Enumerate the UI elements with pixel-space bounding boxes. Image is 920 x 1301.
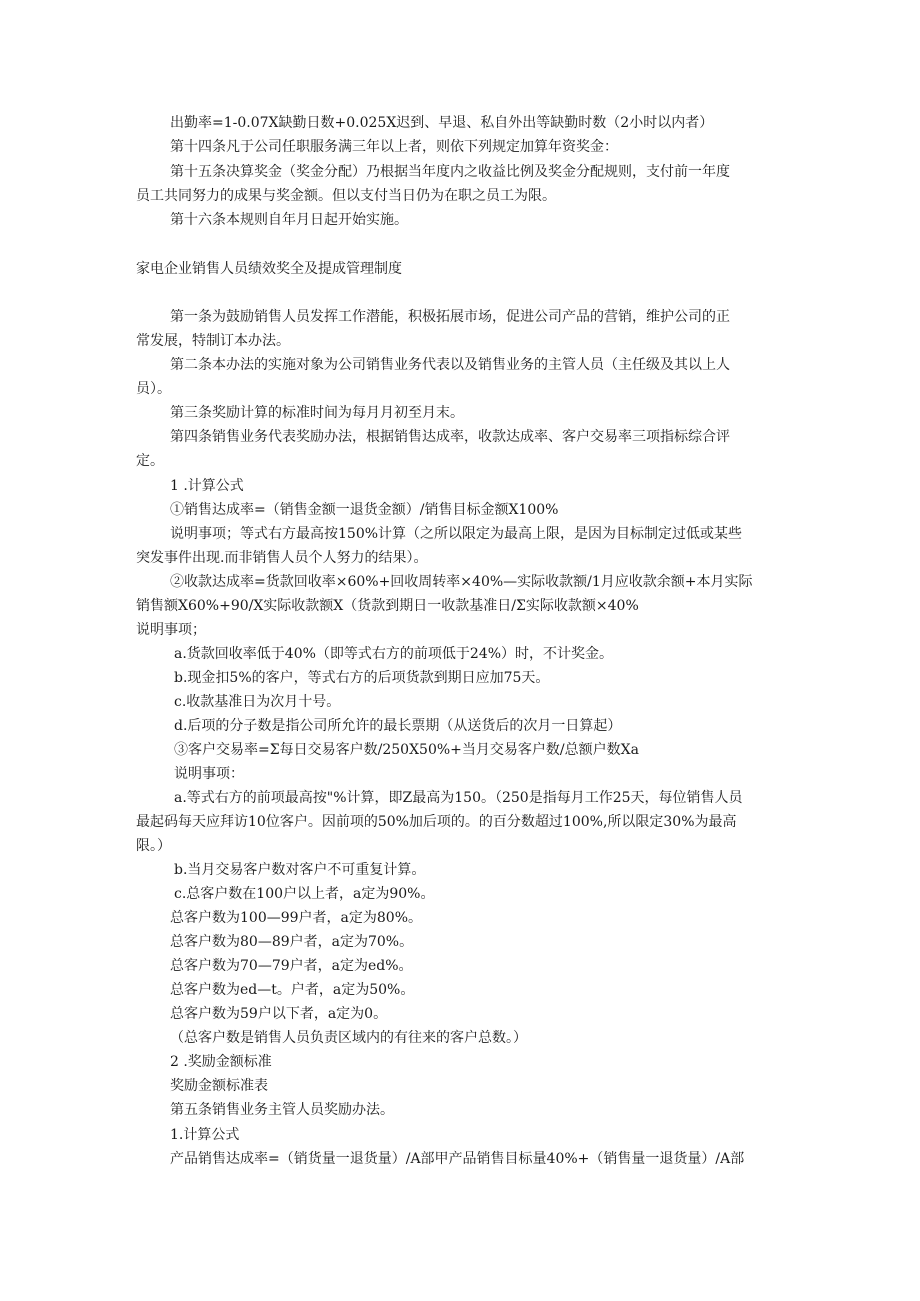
text-line: 1 .计算公式 xyxy=(170,478,244,494)
text-line: 定。 xyxy=(136,453,164,469)
text-line: b.当月交易客户数对客户不可重复计算。 xyxy=(174,862,426,878)
text-line: 员）。 xyxy=(136,381,171,397)
text-line: a.等式右方的前项最高按"%计算，即Z最高为150。（250是指每月工作25天，每位销售人员 xyxy=(174,790,743,806)
text-line: ①销售达成率=（销售金额一退货金额）/销售目标金额X100% xyxy=(170,502,559,518)
section-title: 家电企业销售人员绩效奖全及提成管理制度 xyxy=(136,261,402,277)
text-line: 第五条销售业务主管人员奖励办法。 xyxy=(170,1102,394,1118)
text-line: 销售额X60%+90/X实际收款额X（货款到期日一收款基准日/Σ实际收款额×40% xyxy=(136,598,639,614)
text-line: 第三条奖励计算的标准时间为每月月初至月末。 xyxy=(170,405,464,421)
text-line: 限。） xyxy=(136,838,171,854)
text-line: 1.计算公式 xyxy=(170,1127,240,1143)
text-line: 出勤率=1-0.07X缺勤日数+0.025X迟到、早退、私自外出等缺勤时数（2小时以内者） xyxy=(170,115,714,131)
text-line: 总客户数为59户以下者，a定为0。 xyxy=(170,1006,388,1022)
text-line: 第十六条本规则自年月日起开始实施。 xyxy=(170,212,408,228)
text-line: 最起码每天应拜访10位客户。因前项的50%加后项的。的百分数超过100%,所以限定30%为最高 xyxy=(136,814,737,830)
text-line: 说明事项： xyxy=(174,766,244,782)
text-line: 总客户数为100—99户者，a定为80%。 xyxy=(170,910,422,926)
text-line: 说明事项； xyxy=(136,622,206,638)
text-line: 员工共同努力的成果与奖金额。但以支付当日仍为在职之员工为限。 xyxy=(136,188,556,204)
text-line: 突发事件出现.而非销售人员个人努力的结果）。 xyxy=(136,550,428,566)
text-line: 奖励金额标准表 xyxy=(170,1078,268,1094)
text-line: 产品销售达成率=（销货量一退货量）/A部甲产品销售目标量40%+（销售量一退货量）/A部 xyxy=(170,1151,745,1167)
text-line: 第十五条决算奖金（奖金分配）乃根据当年度内之收益比例及奖金分配规则，支付前一年度 xyxy=(170,164,730,180)
text-line: ③客户交易率=Σ每日交易客户数/250X50%+当月交易客户数/总额户数Xa xyxy=(174,742,639,758)
text-line: 2 .奖励金额标准 xyxy=(170,1054,272,1070)
text-line: ②收款达成率=货款回收率×60%+回收周转率×40%—实际收款额/1月应收款余额+本月实际 xyxy=(170,574,753,590)
text-line: 总客户数为ed—t。户者，a定为50%。 xyxy=(170,982,415,998)
text-line: b.现金扣5%的客户，等式右方的后项货款到期日应加75天。 xyxy=(174,670,550,686)
text-line: 说明事项；等式右方最高按150%计算（之所以限定为最高上限，是因为目标制定过低或某些 xyxy=(170,526,743,542)
text-line: d.后项的分子数是指公司所允许的最长票期（从送货后的次月一日算起） xyxy=(174,718,622,734)
text-line: 第一条为鼓励销售人员发挥工作潜能，积极拓展市场，促进公司产品的营销，维护公司的正 xyxy=(170,309,730,325)
text-line: a.货款回收率低于40%（即等式右方的前项低于24%）时，不计奖金。 xyxy=(174,646,614,662)
text-line: 第二条本办法的实施对象为公司销售业务代表以及销售业务的主管人员（主任级及其以上人 xyxy=(170,357,730,373)
text-line: c.收款基准日为次月十号。 xyxy=(174,694,341,710)
text-line: 总客户数为80—89户者，a定为70%。 xyxy=(170,934,414,950)
text-line: （总客户数是销售人员负责区域内的有往来的客户总数。） xyxy=(170,1030,527,1046)
text-line: 常发展，特制订本办法。 xyxy=(136,333,290,349)
text-line: c.总客户数在100户以上者，a定为90%。 xyxy=(174,886,435,902)
text-line: 第四条销售业务代表奖励办法，根据销售达成率，收款达成率、客户交易率三项指标综合评 xyxy=(170,429,730,445)
text-line: 第十四条凡于公司任职服务满三年以上者，则依下列规定加算年资奖金： xyxy=(170,139,618,155)
text-line: 总客户数为70—79户者，a定为ed%。 xyxy=(170,958,413,974)
